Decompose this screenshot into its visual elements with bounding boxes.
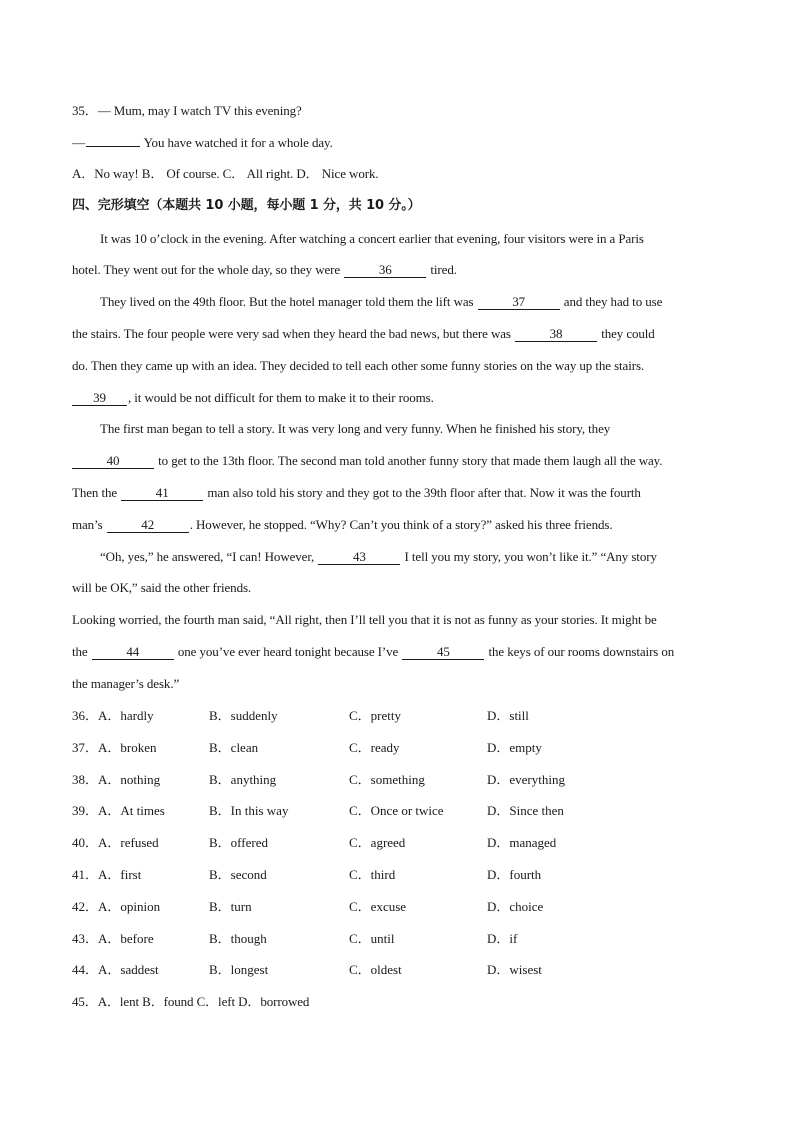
option-a: A．saddest [98, 962, 159, 977]
question-number-and-option-a [72, 740, 157, 756]
option-c: C．Once or twice [349, 803, 444, 818]
option-d: D．empty [487, 740, 542, 755]
question-row [72, 931, 722, 947]
q35-options: A．No way! B． Of course. C． All right. D． Nice work. [72, 166, 379, 181]
option-b: B．anything [209, 772, 277, 787]
option-c: C．until [349, 931, 395, 946]
option-c: C．oldest [349, 962, 402, 977]
blank-45: 45 [402, 645, 484, 660]
passage-line: 39 , it would be not difficult for them to make it to their rooms. [72, 390, 434, 406]
passage-line: It was 10 o’clock in the evening. After watching a concert earlier that evening, four visitors were in a Paris [100, 231, 644, 246]
option-a: A．At times [98, 803, 165, 818]
passage-line: the stairs. The four people were very sad when they heard the bad news, but there was 38 they could [72, 326, 655, 341]
option-b: B．turn [209, 899, 252, 914]
passage-line: Then the 41 man also told his story and they got to the 39th floor after that. Now it was the fourth [72, 485, 641, 500]
passage-line: 40 to get to the 13th floor. The second man told another funny story that made them laugh all the way. [72, 453, 662, 469]
question-row [72, 803, 722, 819]
option-a: A．refused [98, 835, 159, 850]
q35-response: — You have watched it for a whole day. [72, 135, 333, 150]
option-c: C．third [349, 867, 396, 882]
question-row [72, 899, 722, 915]
option-a: A．opinion [98, 899, 161, 914]
question-number: 40． [72, 835, 99, 850]
question-number: 36． [72, 708, 99, 723]
question-row [72, 708, 722, 724]
option-a: A．broken [98, 740, 157, 755]
blank-36: 36 [344, 263, 426, 278]
passage-line: will be OK,” said the other friends. [72, 580, 252, 595]
question-row [72, 772, 722, 788]
option-b: B．offered [209, 835, 268, 850]
blank-43: 43 [318, 550, 400, 565]
passage-line: the 44 one you’ve ever heard tonight because I’ve 45 the keys of our rooms downstairs on [72, 644, 675, 659]
passage-line: man’s 42 . However, he stopped. “Why? Can’t you think of a story?” asked his three friends. [72, 517, 613, 532]
option-a: A．nothing [98, 772, 161, 787]
passage-line: do. Then they came up with an idea. They decided to tell each other some funny stories on the way up the stairs. [72, 358, 645, 373]
option-a: A．first [98, 867, 142, 882]
question-number: 42． [72, 899, 99, 914]
blank-40: 40 [72, 454, 154, 469]
passage-line: They lived on the 49th floor. But the hotel manager told them the lift was 37 and they had to use [100, 294, 663, 309]
option-c: C．something [349, 772, 425, 787]
q45-options: 45．A．lent B．found C．left D．borrowed [72, 994, 310, 1009]
option-d: D．still [487, 708, 529, 723]
question-row [72, 835, 722, 851]
passage-line: the manager’s desk.” [72, 676, 180, 691]
option-b: B．though [209, 931, 267, 946]
option-a: A．before [98, 931, 154, 946]
option-d: D．Since then [487, 803, 564, 818]
option-c: C．excuse [349, 899, 407, 914]
question-number-and-option-a [72, 835, 159, 851]
option-a: A．hardly [98, 708, 154, 723]
passage-line: hotel. They went out for the whole day, so they were 36 tired. [72, 262, 457, 277]
option-d: D．choice [487, 899, 544, 914]
option-b: B．second [209, 867, 267, 882]
blank-42: 42 [107, 518, 189, 533]
question-number-and-option-a [72, 708, 154, 724]
option-b: B．suddenly [209, 708, 278, 723]
option-d: D．fourth [487, 867, 542, 882]
question-number: 39． [72, 803, 99, 818]
blank-38: 38 [515, 327, 597, 342]
question-number-and-option-a [72, 803, 165, 819]
question-row [72, 740, 722, 756]
passage-line: The first man began to tell a story. It was very long and very funny. When he finished his story, they [100, 421, 611, 436]
question-number: 44． [72, 962, 99, 977]
blank-41: 41 [121, 486, 203, 501]
question-number: 38． [72, 772, 99, 787]
blank-44: 44 [92, 645, 174, 660]
option-d: D．managed [487, 835, 557, 850]
question-number: 41． [72, 867, 99, 882]
option-b: B．longest [209, 962, 269, 977]
section-heading: 四、完形填空（本题共 10 小题，每小题 1 分，共 10 分。） [72, 198, 421, 213]
option-c: C．agreed [349, 835, 406, 850]
q35-prompt: 35．— Mum, may I watch TV this evening? [72, 103, 302, 118]
option-b: B．In this way [209, 803, 289, 818]
question-number: 43． [72, 931, 99, 946]
question-number: 37． [72, 740, 99, 755]
blank-39: 39 [72, 391, 127, 406]
question-number-and-option-a [72, 867, 141, 883]
q35-answer-blank [86, 146, 140, 147]
question-number-and-option-a [72, 931, 154, 947]
question-row [72, 867, 722, 883]
question-number-and-option-a [72, 772, 160, 788]
passage-line: “Oh, yes,” he answered, “I can! However, 43 I tell you my story, you won’t like it.” “Any story [100, 549, 657, 564]
option-c: C．pretty [349, 708, 401, 723]
question-row [72, 962, 722, 978]
question-number-and-option-a [72, 899, 160, 915]
question-number-and-option-a [72, 962, 159, 978]
option-b: B．clean [209, 740, 259, 755]
option-d: D．wisest [487, 962, 542, 977]
option-c: C．ready [349, 740, 400, 755]
option-d: D．everything [487, 772, 565, 787]
passage-line: Looking worried, the fourth man said, “All right, then I’ll tell you that it is not as funny as your stories. It might be [72, 612, 657, 627]
option-d: D．if [487, 931, 518, 946]
blank-37: 37 [478, 295, 560, 310]
